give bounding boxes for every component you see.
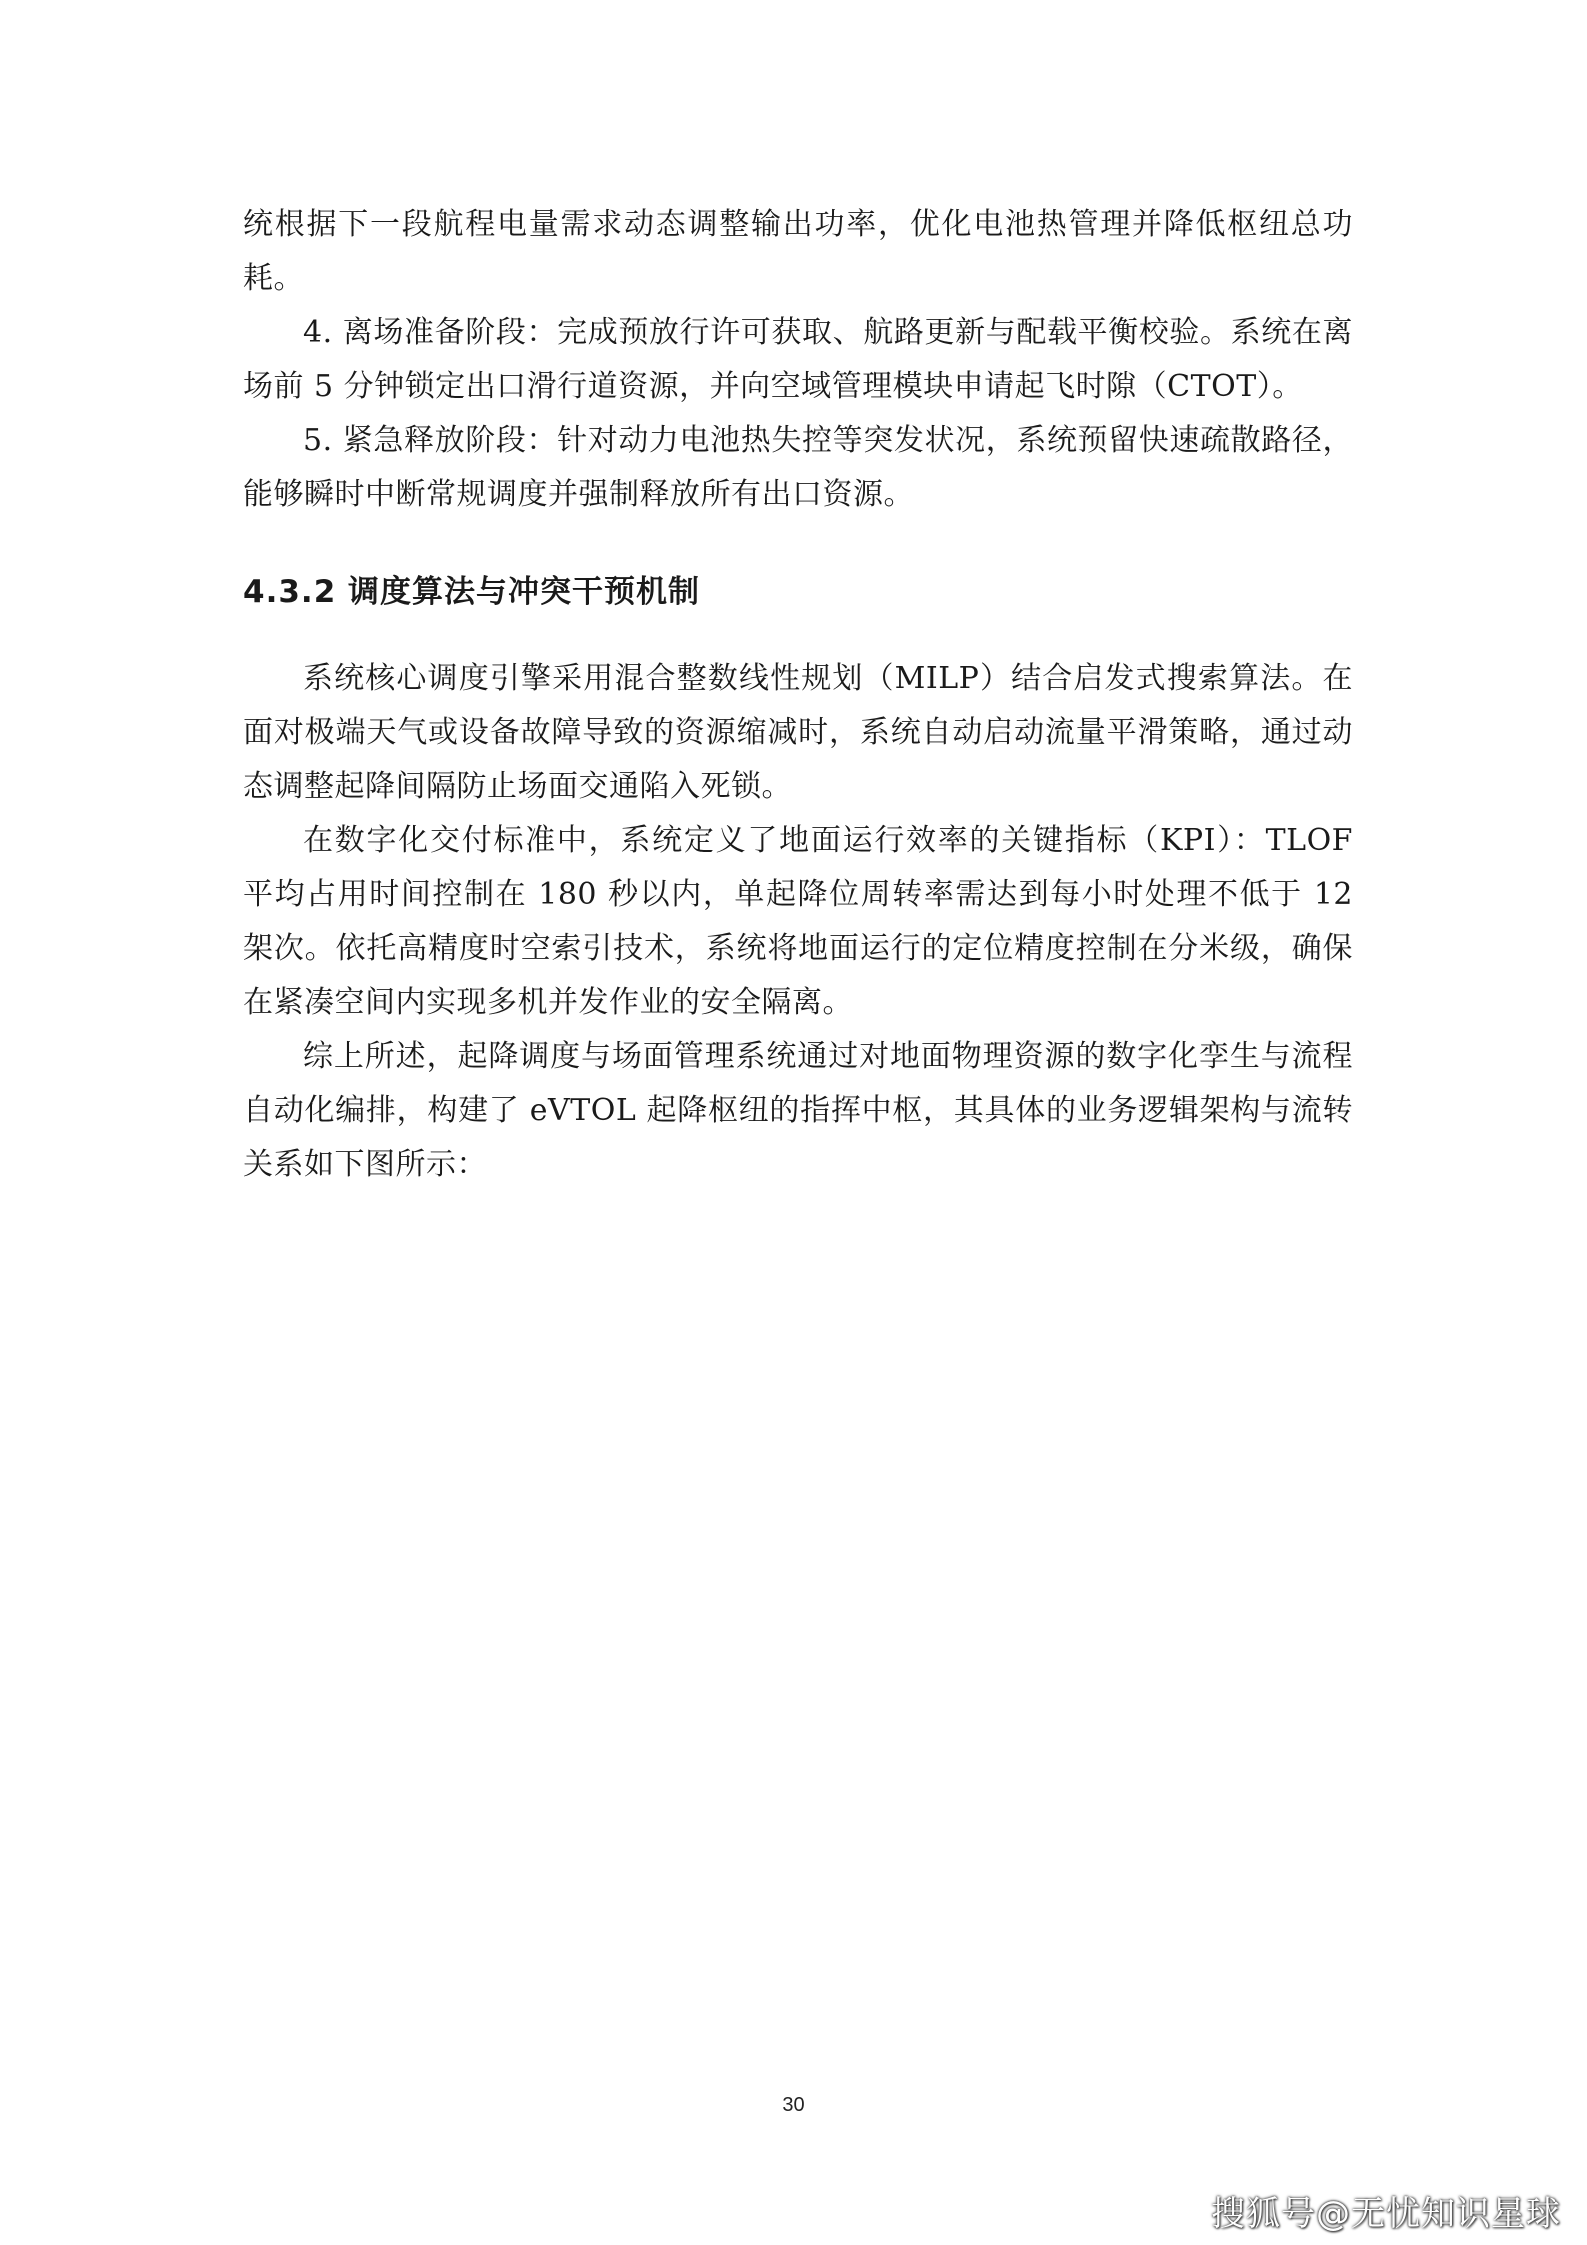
paragraph-kpi: 在数字化交付标准中，系统定义了地面运行效率的关键指标（KPI）：TLOF 平均占用时间控制在 180 秒以内，单起降位周转率需达到每小时处理不低于 12 架次。依托高精度时空索引技术，系统将地面运行的定位精度控制在分米级，确保在紧凑空间内实现多机并发作业的安全隔离。 bbox=[243, 823, 1353, 1020]
page-body bbox=[243, 198, 1353, 1192]
paragraph-emergency-release: 5. 紧急释放阶段：针对动力电池热失控等突发状况，系统预留快速疏散路径，能够瞬时中断常规调度并强制释放所有出口资源。 bbox=[243, 423, 1353, 512]
paragraph-continuation: 统根据下一段航程电量需求动态调整输出功率，优化电池热管理并降低枢纽总功耗。 bbox=[243, 207, 1353, 296]
paragraph-departure-prep: 4. 离场准备阶段：完成预放行许可获取、航路更新与配载平衡校验。系统在离场前 5 分钟锁定出口滑行道资源，并向空域管理模块申请起飞时隙（CTOT）。 bbox=[243, 315, 1353, 404]
paragraph-scheduling-engine: 系统核心调度引擎采用混合整数线性规划（MILP）结合启发式搜索算法。在面对极端天气或设备故障导致的资源缩减时，系统自动启动流量平滑策略，通过动态调整起降间隔防止场面交通陷入死锁。 bbox=[243, 661, 1353, 804]
section-heading: 4.3.2 调度算法与冲突干预机制 bbox=[243, 574, 701, 610]
watermark: 搜狐号@无忧知识星球 bbox=[1211, 2194, 1561, 2234]
paragraph-summary: 综上所述，起降调度与场面管理系统通过对地面物理资源的数字化孪生与流程自动化编排，构建了 eVTOL 起降枢纽的指挥中枢，其具体的业务逻辑架构与流转关系如下图所示： bbox=[243, 1039, 1353, 1182]
page-number: 30 bbox=[782, 2094, 805, 2116]
